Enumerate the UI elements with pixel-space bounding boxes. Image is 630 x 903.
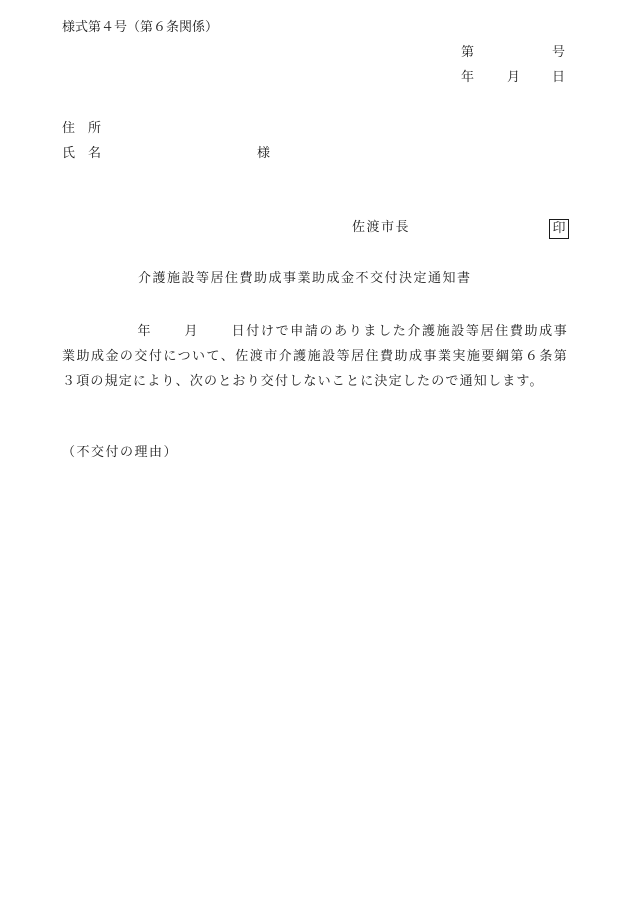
form-label: 様式第４号（第６条関係） [62, 20, 219, 35]
date-month-label: 月 [507, 70, 521, 85]
body-month-label: 月 [184, 324, 200, 339]
issuer-title: 佐渡市長 [352, 220, 411, 235]
date-year-label: 年 [461, 70, 475, 85]
number-suffix: 号 [552, 45, 566, 60]
number-prefix: 第 [461, 45, 475, 60]
address-label: 住 所 [62, 121, 102, 136]
name-label: 氏 名 [62, 146, 102, 161]
date-day-label: 日 [552, 70, 566, 85]
seal-stamp-box: 印 [549, 219, 569, 239]
body-text: 日付けで申請のありました介護施設等居住費助成事業助成金の交付について、佐渡市介護施設等居住費助成事業実施要綱第６条第３項の規定により、次のとおり交付しないことに決定したので通知します。 [62, 324, 568, 389]
body-paragraph [62, 319, 568, 394]
body-year-label: 年 [137, 324, 153, 339]
document-title: 介護施設等居住費助成事業助成金不交付決定通知書 [138, 271, 472, 286]
honorific: 様 [257, 146, 271, 161]
reason-heading: （不交付の理由） [62, 445, 179, 460]
